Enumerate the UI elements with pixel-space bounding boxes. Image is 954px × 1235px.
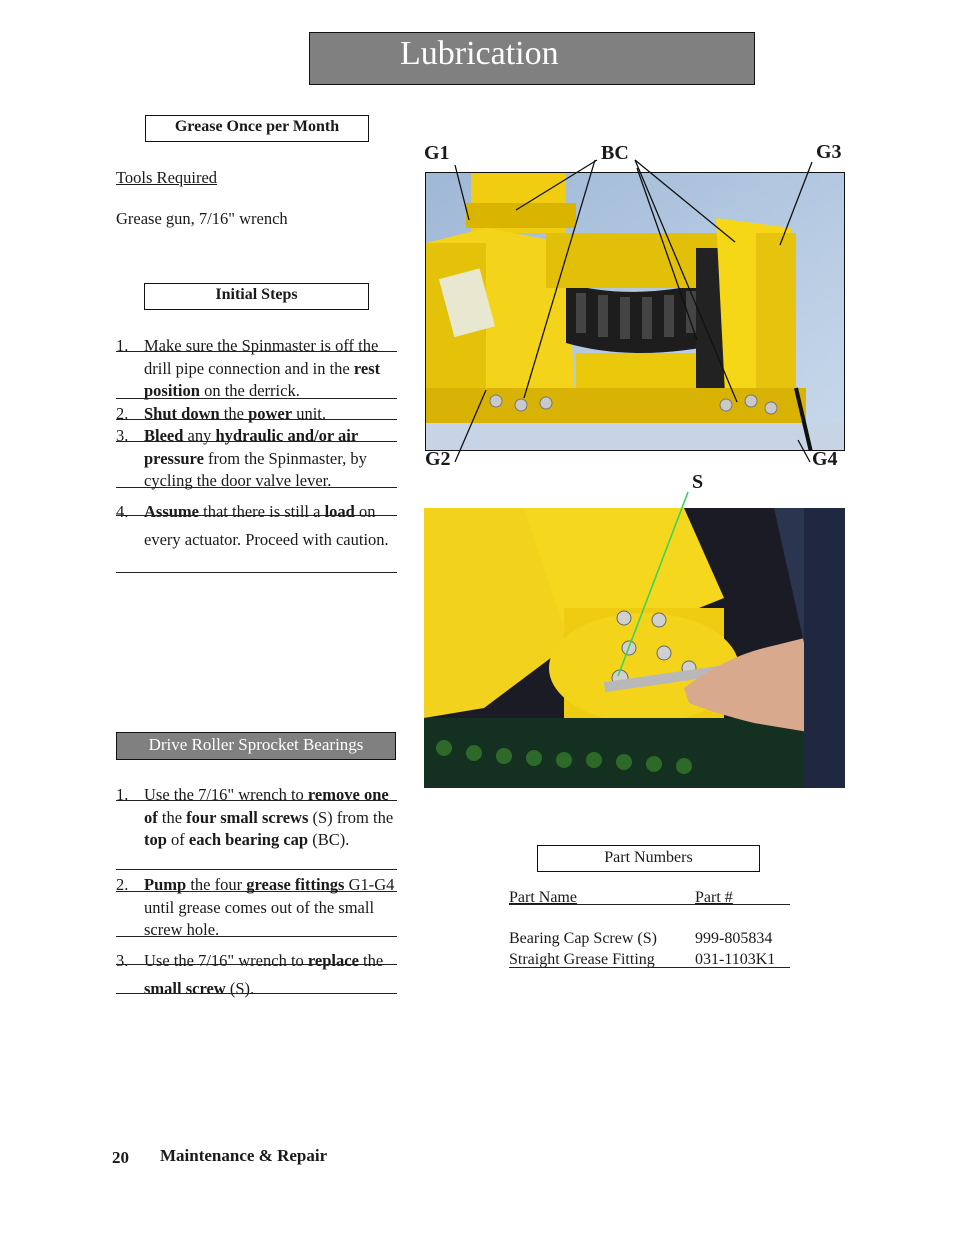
step-emphasis: four small screws	[186, 807, 309, 827]
step-rule	[116, 572, 397, 573]
step-number: 4.	[116, 502, 129, 521]
step-rule	[116, 398, 397, 399]
step-emphasis: remove one of	[144, 785, 389, 827]
part-numbers-heading: Part Numbers	[537, 845, 760, 872]
drive-roller-heading: Drive Roller Sprocket Bearings	[116, 732, 396, 760]
step-rule	[116, 800, 397, 801]
step-emphasis: Assume	[144, 502, 200, 521]
page-number: 20	[112, 1148, 129, 1167]
step-run: on the derrick.	[199, 381, 300, 400]
step-run: Use the 7/16" wrench to	[144, 951, 308, 970]
step-run: the	[219, 404, 249, 423]
step-run: the	[157, 807, 187, 827]
step-text	[144, 403, 397, 426]
step-rule	[116, 487, 397, 488]
step-run: of	[166, 830, 189, 849]
step-emphasis: each bearing cap	[188, 830, 309, 849]
callout-g1: G1	[424, 142, 450, 164]
step-rule	[116, 441, 397, 442]
step-emphasis: top	[144, 830, 167, 849]
part-name: Bearing Cap Screw (S)	[509, 930, 657, 947]
spinmaster-photo	[425, 172, 845, 451]
step-text	[144, 874, 397, 942]
step-rule	[116, 891, 397, 892]
step-run: (S).	[225, 979, 255, 998]
step-rule	[116, 936, 397, 937]
step-run: the	[358, 951, 384, 970]
step-rule	[116, 515, 397, 516]
callout-bc: BC	[601, 142, 629, 164]
step-emphasis: Shut down	[144, 404, 220, 423]
callout-g2: G2	[425, 448, 451, 470]
step-run: Use the 7/16" wrench to	[144, 785, 308, 804]
step-rule	[116, 351, 397, 352]
footer-section: Maintenance & Repair	[160, 1146, 328, 1165]
callout-s: S	[692, 471, 704, 493]
step-rule	[116, 964, 397, 965]
step-emphasis: load	[324, 502, 355, 521]
part-number-column: Part #	[695, 889, 733, 906]
step-number: 2.	[116, 875, 129, 894]
step-run: the four	[186, 875, 247, 894]
step-run: from the Spinmaster, by cycling the door valve lever.	[144, 448, 367, 490]
step-rule	[116, 993, 397, 994]
initial-step-2	[116, 403, 397, 426]
step-emphasis: small screw	[144, 979, 226, 998]
step-run: Make sure the Spinmaster is off the drill pipe connection and in the	[144, 336, 379, 378]
step-number: 1.	[116, 785, 129, 804]
step-rule	[116, 419, 397, 420]
step-run: G1-G4 until grease comes out of the small screw hole.	[144, 875, 395, 939]
part-name: Straight Grease Fitting	[509, 951, 655, 968]
drive-roller-step-2	[116, 874, 397, 942]
step-rule	[116, 869, 397, 870]
step-emphasis: Bleed	[144, 426, 184, 445]
step-run: (S) from the	[308, 807, 394, 827]
drive-roller-step-3	[116, 947, 397, 1003]
spinmaster-illustration	[426, 173, 845, 451]
page-title: Lubrication	[400, 35, 559, 72]
tools-required-label: Tools Required	[116, 168, 218, 187]
initial-steps-heading: Initial Steps	[144, 283, 369, 310]
step-run: that there is still a	[199, 502, 325, 521]
bearing-cap-illustration	[424, 508, 845, 788]
step-text	[144, 425, 397, 493]
step-number: 3.	[116, 951, 129, 970]
callout-g3: G3	[816, 141, 842, 163]
part-name-column: Part Name	[509, 889, 577, 906]
page-title-banner	[309, 32, 755, 85]
step-run: unit.	[292, 404, 327, 423]
table-rule	[509, 967, 790, 968]
bearing-cap-photo	[424, 508, 845, 788]
initial-step-3	[116, 425, 397, 493]
callout-g4: G4	[812, 448, 838, 470]
step-number: 2.	[116, 404, 129, 423]
step-emphasis: Pump	[144, 875, 187, 894]
step-text	[144, 784, 397, 852]
part-number: 999-805834	[695, 930, 773, 947]
part-number: 031-1103K1	[695, 951, 776, 968]
grease-frequency-heading: Grease Once per Month	[145, 115, 369, 142]
step-run: (BC).	[308, 830, 350, 849]
step-text	[144, 947, 397, 1003]
step-emphasis: power	[248, 404, 293, 423]
step-emphasis: hydraulic and/or air pressure	[144, 426, 358, 468]
step-text	[144, 498, 397, 554]
table-rule	[509, 904, 790, 905]
initial-step-1	[116, 335, 397, 403]
step-number: 3.	[116, 426, 129, 445]
step-run: any	[183, 426, 216, 445]
step-emphasis: rest position	[144, 358, 381, 400]
step-run: on every actuator. Proceed with caution.	[144, 502, 389, 549]
step-number: 1.	[116, 336, 129, 355]
step-emphasis: replace	[307, 951, 359, 970]
step-text	[144, 335, 397, 403]
drive-roller-step-1	[116, 784, 397, 852]
initial-step-4	[116, 498, 397, 554]
tools-required-value: Grease gun, 7/16" wrench	[116, 209, 288, 228]
step-emphasis: grease fittings	[246, 875, 345, 894]
